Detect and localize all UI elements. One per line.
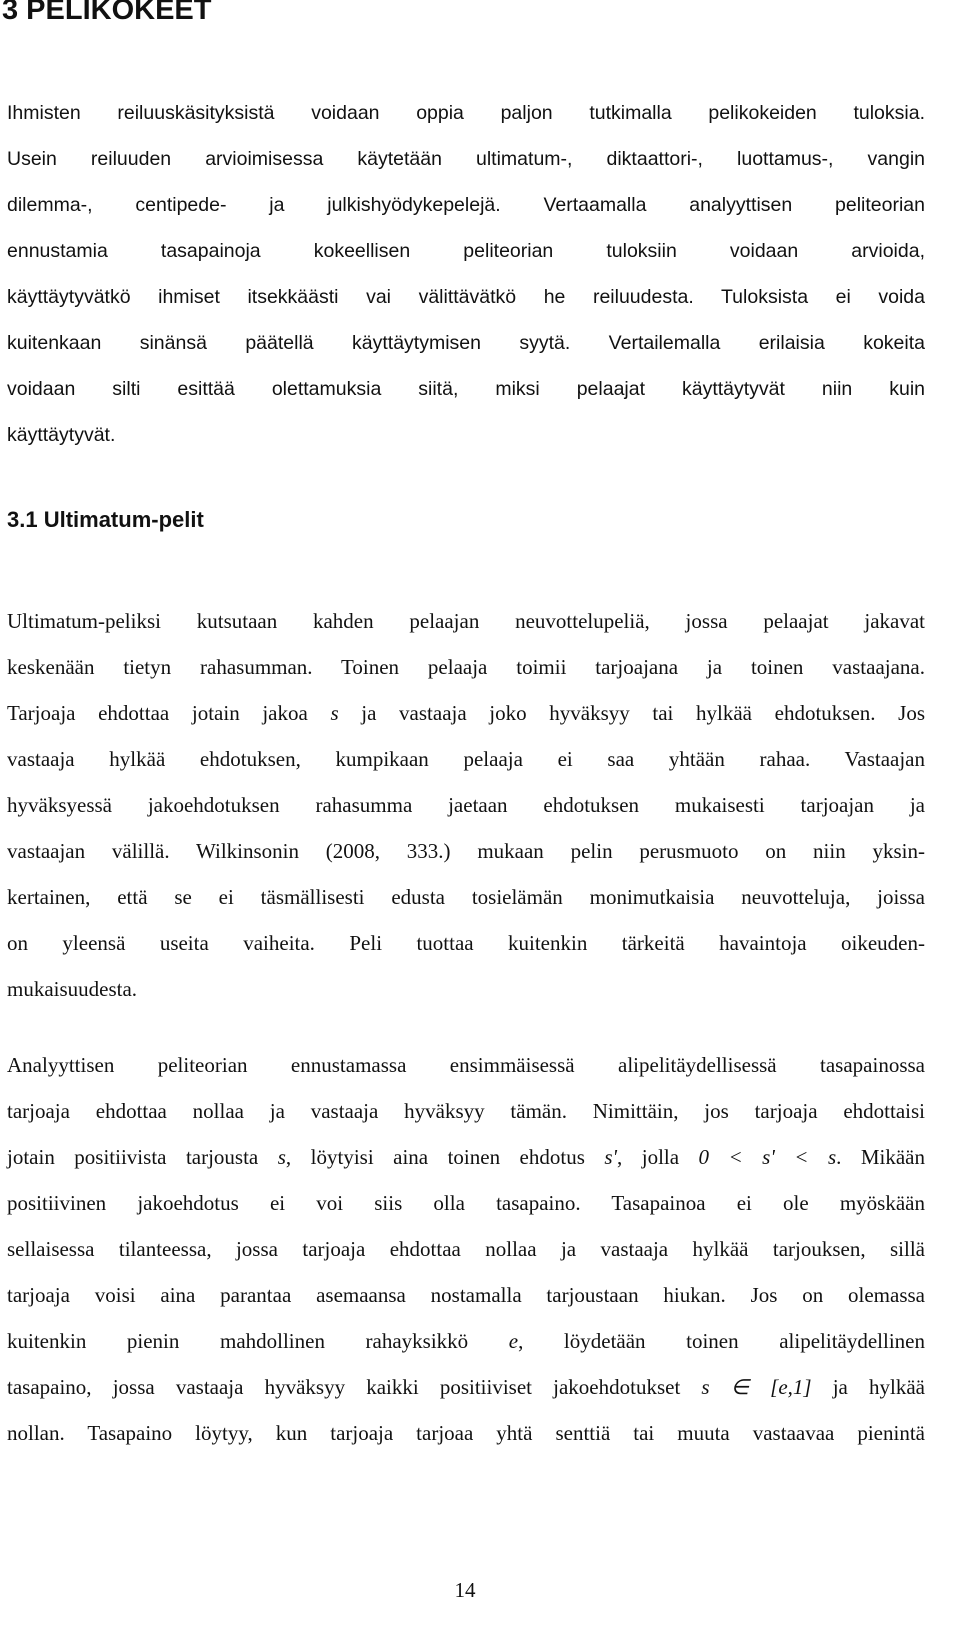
text-segment: Tarjoaja ehdottaa jotain jakoa — [7, 701, 331, 725]
text-line: Ultimatum-peliksi kutsutaan kahden pelaajan neuvottelupeliä, jossa pelaajat jakavat — [7, 609, 925, 633]
text-line: Ihmisten reiluuskäsityksistä voidaan oppia paljon tutkimalla pelikokeiden tuloksia. — [7, 102, 925, 124]
math-variable: e — [508, 1329, 519, 1353]
text-line: dilemma-, centipede- ja julkishyödykepelejä. Vertaamalla analyyttisen peliteorian — [7, 194, 925, 216]
text-line: ennustamia tasapainoja kokeellisen peliteorian tuloksiin voidaan arvioida, — [7, 240, 925, 262]
text-line: mukaisuudesta. — [7, 977, 138, 1001]
math-variable: s — [330, 701, 339, 725]
text-line: Analyyttisen peliteorian ennustamassa ensimmäisessä alipelitäydellisessä tasapainossa — [7, 1053, 925, 1077]
text-segment: . Mikään — [836, 1145, 925, 1169]
text-line: on yleensä useita vaiheita. Peli tuottaa kuitenkin tärkeitä havaintoja oikeuden- — [7, 931, 925, 955]
text-line: tarjoaja voisi aina parantaa asemaansa nostamalla tarjoustaan hiukan. Jos on olemassa — [7, 1283, 925, 1307]
text-line-with-math — [7, 1364, 925, 1410]
text-line: hyväksyessä jakoehdotuksen rahasumma jaetaan ehdotuksen mukaisesti tarjoajan ja — [7, 793, 925, 817]
text-line-with-math — [7, 1134, 925, 1180]
math-set-membership: s ∈ [e,1] — [701, 1375, 812, 1399]
text-line-with-math — [7, 690, 925, 736]
intro-paragraph — [7, 90, 925, 458]
text-line: keskenään tietyn rahasumman. Toinen pelaaja toimii tarjoajana ja toinen vastaajana. — [7, 655, 925, 679]
text-line: positiivinen jakoehdotus ei voi siis olla tasapaino. Tasapainoa ei ole myöskään — [7, 1191, 925, 1215]
chapter-heading: 3 PELIKOKEET — [2, 0, 212, 26]
text-segment: , jolla — [617, 1145, 699, 1169]
text-line: sellaisessa tilanteessa, jossa tarjoaja ehdottaa nollaa ja vastaaja hylkää tarjouksen, sillä — [7, 1237, 925, 1261]
equilibrium-paragraph — [7, 1042, 925, 1456]
text-segment: tasapaino, jossa vastaaja hyväksyy kaikki positiiviset jakoehdotukset — [7, 1375, 702, 1399]
text-segment: jotain positiivista tarjousta — [7, 1145, 278, 1169]
text-line: voidaan silti esittää olettamuksia siitä, miksi pelaajat käyttäytyvät niin kuin — [7, 378, 925, 400]
section-heading: 3.1 Ultimatum-pelit — [7, 507, 204, 532]
text-line: käyttäytyvät. — [7, 424, 116, 446]
text-segment: ja vastaaja joko hyväksyy tai hylkää ehdotuksen. Jos — [338, 701, 925, 725]
text-line: vastaaja hylkää ehdotuksen, kumpikaan pelaaja ei saa yhtään rahaa. Vastaajan — [7, 747, 925, 771]
math-variable: s — [277, 1145, 286, 1169]
text-segment: ja hylkää — [811, 1375, 925, 1399]
text-segment: kuitenkin pienin mahdollinen rahayksikkö — [7, 1329, 509, 1353]
text-line: tarjoaja ehdottaa nollaa ja vastaaja hyväksyy tämän. Nimittäin, jos tarjoaja ehdottaisi — [7, 1099, 925, 1123]
text-segment: , löytyisi aina toinen ehdotus — [285, 1145, 605, 1169]
text-line: vastaajan välillä. Wilkinsonin (2008, 333.) mukaan pelin perusmuoto on niin yksin- — [7, 839, 925, 863]
text-line: käyttäytyvätkö ihmiset itsekkäästi vai välittävätkö he reiluudesta. Tuloksista ei voida — [7, 286, 925, 308]
text-line: nollan. Tasapaino löytyy, kun tarjoaja tarjoaa yhtä senttiä tai muuta vastaavaa pienintä — [7, 1421, 925, 1445]
ultimatum-paragraph — [7, 598, 925, 1012]
text-segment: , löydetään toinen alipelitäydellinen — [518, 1329, 925, 1353]
text-line: Usein reiluuden arvioimisessa käytetään ultimatum-, diktaattori-, luottamus-, vangin — [7, 148, 925, 170]
math-inequality: 0 < s' < s — [698, 1145, 837, 1169]
math-variable: s' — [604, 1145, 618, 1169]
page-number: 14 — [454, 1578, 476, 1602]
text-line: kertainen, että se ei täsmällisesti edusta tosielämän monimutkaisia neuvotteluja, joissa — [7, 885, 925, 909]
text-line: kuitenkaan sinänsä päätellä käyttäytymisen syytä. Vertailemalla erilaisia kokeita — [7, 332, 925, 354]
text-line-with-math — [7, 1318, 925, 1364]
